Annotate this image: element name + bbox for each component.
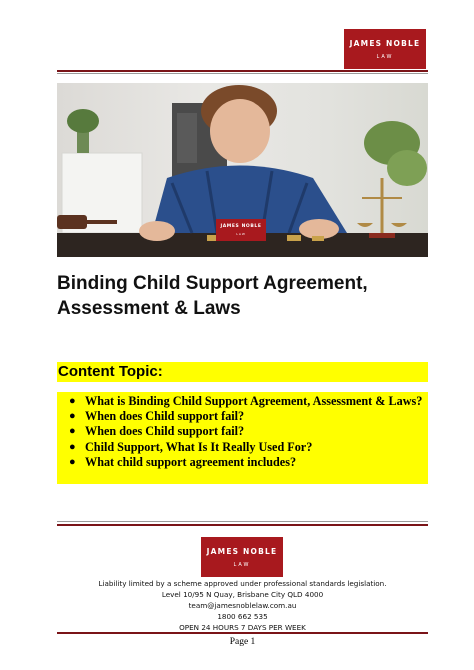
page-rule: [57, 632, 428, 634]
footer-email[interactable]: team@jamesnoblelaw.com.au: [188, 601, 297, 610]
topic-item-text: When does Child support fail?: [85, 424, 245, 439]
bullet-icon: ●: [69, 440, 76, 453]
topic-item: [69, 424, 428, 439]
logo-name: JAMES NOBLE: [349, 38, 421, 48]
bullet-icon: ●: [69, 455, 76, 468]
topic-item: [69, 409, 428, 424]
photo-logo-sub: LAW: [236, 232, 246, 236]
footer-rule: [57, 524, 428, 526]
title-line-1: Binding Child Support Agreement,: [57, 273, 368, 294]
header-rule: [57, 70, 428, 72]
topic-item-text: Child Support, What Is It Really Used For?: [85, 439, 313, 454]
content-topic-heading: Content Topic:: [57, 362, 428, 382]
topic-item-text: When does Child support fail?: [85, 409, 245, 424]
logo-sub: LAW: [376, 53, 394, 60]
footer-rule-thin: [57, 521, 428, 522]
page-number: Page 1: [229, 637, 256, 647]
footer-address: Level 10/95 N Quay, Brisbane City QLD 4000: [161, 590, 324, 599]
bullet-icon: ●: [69, 425, 76, 438]
hero-photo: [57, 83, 428, 257]
bullet-icon: ●: [69, 410, 76, 423]
photo-logo-name: JAMES NOBLE: [220, 224, 262, 229]
logo-sub: LAW: [233, 561, 251, 568]
logo-name: JAMES NOBLE: [206, 546, 278, 556]
footer-hours: OPEN 24 HOURS 7 DAYS PER WEEK: [179, 623, 306, 632]
photo-logo: [216, 219, 266, 241]
header-rule-thin: [57, 73, 428, 74]
topic-item: [69, 439, 428, 455]
logo-top: [344, 29, 426, 69]
topic-item: [69, 454, 428, 470]
topic-list: [57, 392, 428, 470]
bullet-icon: ●: [69, 395, 76, 407]
topic-item: [69, 394, 428, 409]
footer-liability: Liability limited by a scheme approved under professional standards legislation.: [98, 579, 387, 588]
footer-phone[interactable]: 1800 662 535: [217, 612, 268, 621]
footer: [57, 578, 428, 633]
topic-item-text: What child support agreement includes?: [85, 454, 297, 469]
topic-item-text: What is Binding Child Support Agreement, Assessment & Laws?: [85, 394, 423, 408]
title-line-2: Assessment & Laws: [57, 298, 241, 319]
content-topic-box: [57, 392, 428, 484]
logo-bottom: [201, 537, 283, 577]
page-title: [57, 271, 427, 321]
